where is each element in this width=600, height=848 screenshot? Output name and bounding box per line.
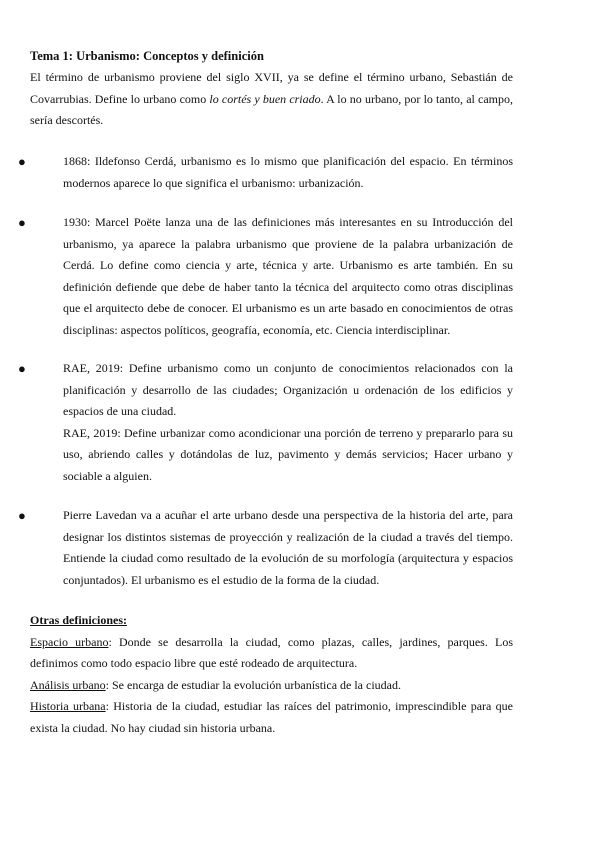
intro-text-1: El término de urbanismo proviene del siglo XVII, ya se define el término urbano, Sebastián de Covarrubias. Define lo urbano como bbox=[30, 70, 513, 106]
definition-desc: : Historia de la ciudad, estudiar las raíces del patrimonio, imprescindible para que exista la ciudad. No hay ciudad sin historia urbana. bbox=[30, 699, 513, 735]
definition-item bbox=[30, 632, 513, 675]
list-item-text: Pierre Lavedan va a acuñar el arte urbano desde una perspectiva de la historia del arte, para designar los distintos sistemas de proyección y realización de la ciudad a través del tiempo. Entiende la ciudad como resultado de la evolución de su morfología (arquitectura y espacios conjuntados). El urbanismo es el estudio de la forma de la ciudad. bbox=[63, 508, 513, 587]
bullet-icon: ● bbox=[18, 215, 26, 230]
definition-item bbox=[30, 696, 513, 739]
list-item bbox=[18, 151, 513, 194]
list-item bbox=[18, 505, 513, 591]
definition-term: Análisis urbano bbox=[30, 677, 106, 692]
intro-text-2: . A lo no urbano, por lo tanto, al campo, sería descortés. bbox=[30, 91, 514, 127]
definition-term: Historia urbana bbox=[30, 699, 106, 713]
list-item bbox=[18, 358, 513, 487]
otras-heading: Otras definiciones: bbox=[30, 613, 127, 627]
definition-desc: : Se encarga de estudiar la evolución urbanística de la ciudad. bbox=[105, 677, 401, 692]
bullet-icon: ● bbox=[18, 361, 26, 376]
bullet-icon: ● bbox=[18, 508, 26, 523]
otras-definiciones bbox=[30, 610, 513, 739]
definition-item bbox=[30, 675, 513, 697]
definition-desc: : Donde se desarrolla la ciudad, como plazas, calles, jardines, parques. Los definimos como todo espacio libre que esté rodeado de arquitectura. bbox=[30, 634, 514, 670]
intro-italic: lo cortés y buen criado bbox=[209, 91, 321, 106]
bullet-icon: ● bbox=[18, 154, 26, 169]
list-item bbox=[18, 212, 513, 341]
intro-paragraph bbox=[30, 67, 513, 132]
list-item-text: 1868: Ildefonso Cerdá, urbanismo es lo mismo que planificación del espacio. En términos modernos aparece lo que significa el urbanismo: urbanización. bbox=[63, 154, 513, 190]
list-item-text: RAE, 2019: Define urbanismo como un conjunto de conocimientos relacionados con la planificación y desarrollo de las ciudades; Organización u ordenación de los edificios y espacios de una ciudad. bbox=[63, 361, 513, 418]
list-item-text: 1930: Marcel Poëte lanza una de las definiciones más interesantes en su Introducción del urbanismo, ya aparece la palabra urbanismo que proviene de la palabra urbanización de Cerdá. Lo define como ciencia y arte, técnica y arte. Urbanismo es arte también. En su definición defiende que debe de haber tanto la técnica del arquitecto como otras disciplinas que el arquitecto debe de conocer. El urbanismo es un arte basado en conocimientos de otras disciplinas: aspectos políticos, geografía, economía, etc. Ciencia interdisciplinar. bbox=[63, 215, 513, 337]
definition-term: Espacio urbano bbox=[30, 634, 109, 649]
document-title: Tema 1: Urbanismo: Conceptos y definición bbox=[30, 49, 264, 63]
list-item-text-2: RAE, 2019: Define urbanizar como acondicionar una porción de terreno y prepararlo para su uso, abriendo calles y dotándolas de luz, pavimento y demás servicios; Hacer urbano y sociable a alguien. bbox=[63, 425, 513, 483]
